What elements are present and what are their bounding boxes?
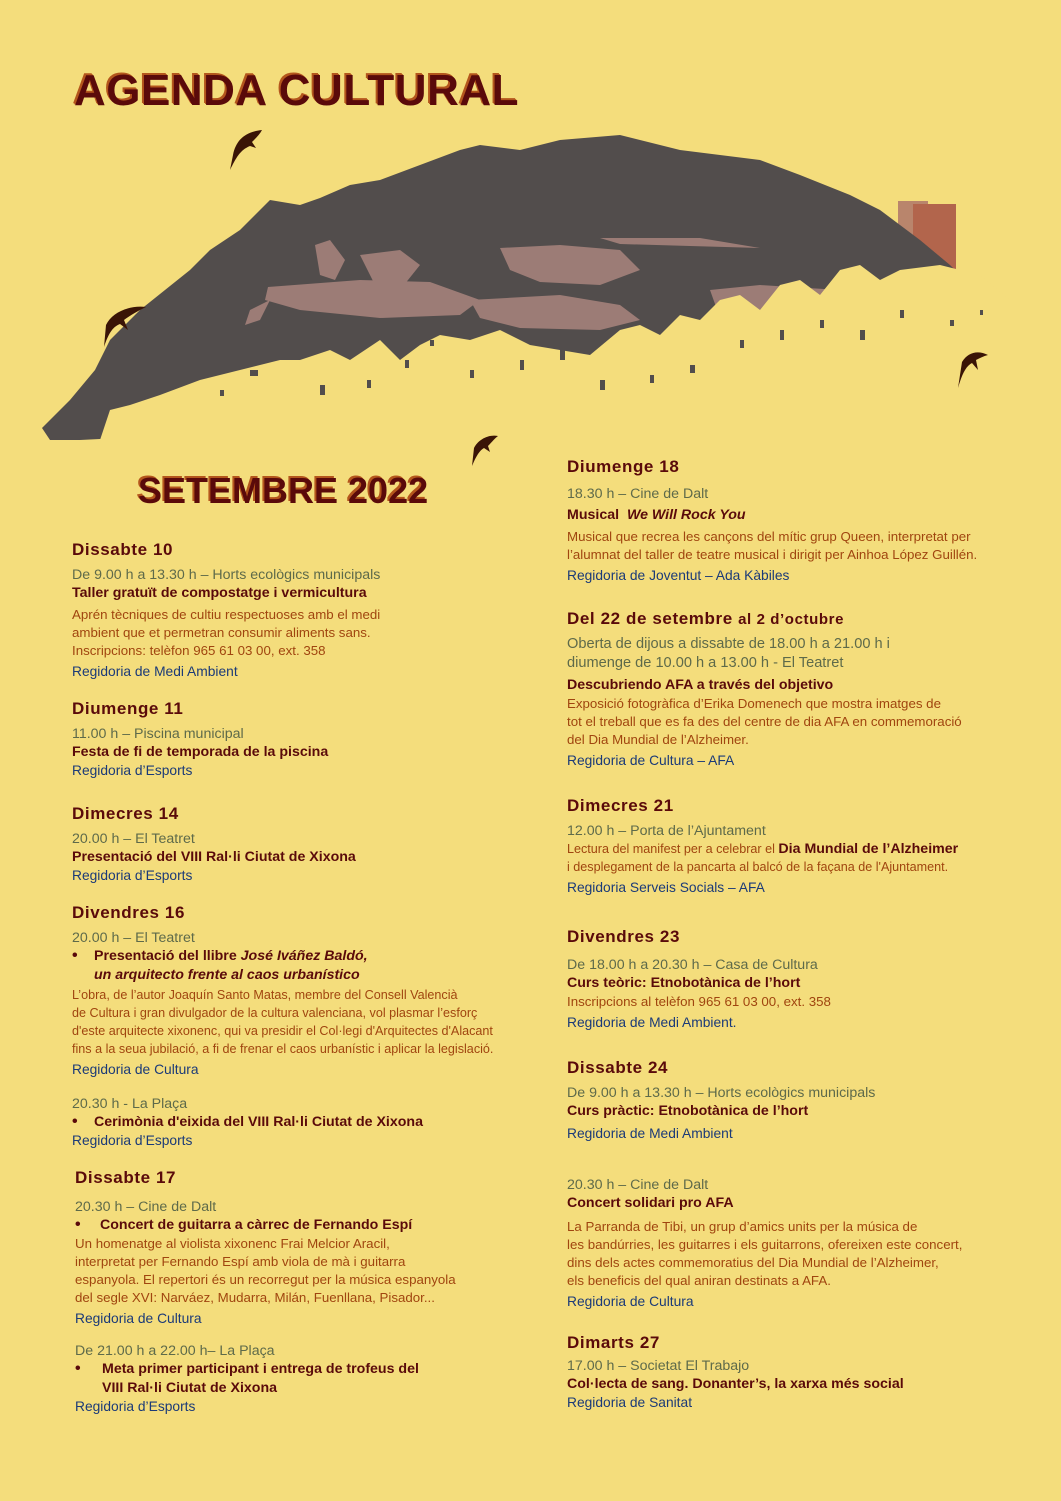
event-time-location: De 9.00 h a 13.30 h – Horts ecològics municipals xyxy=(72,567,381,583)
event-organizer: Regidoria de Joventut – Ada Kàbiles xyxy=(567,568,790,583)
day-heading: Divendres 16 xyxy=(72,903,186,922)
day-heading: Divendres 23 xyxy=(567,927,681,946)
event-time-location: 12.00 h – Porta de l’Ajuntament xyxy=(567,823,766,839)
sub-event xyxy=(567,1176,1037,1311)
event-time-location: 20.00 h – El Teatret xyxy=(72,930,195,946)
day-heading: Dimarts 27 xyxy=(567,1333,660,1352)
event-organizer: Regidoria d’Esports xyxy=(72,1133,193,1148)
day-heading: Diumenge 11 xyxy=(72,699,184,718)
event-title: Presentació del VIII Ral·li Ciutat de Xixona xyxy=(72,849,356,865)
event-description: Inscripcions al telèfon 965 61 03 00, ext. 358 xyxy=(567,994,831,1009)
event-title: Concert de guitarra a càrrec de Fernando Espí xyxy=(100,1217,413,1233)
description-line: L’obra, de l’autor Joaquín Santo Matas, membre del Consell Valencià xyxy=(72,988,458,1002)
event-day-divendres-16 xyxy=(72,903,532,1150)
event-time-location: 11.00 h – Piscina municipal xyxy=(72,726,244,742)
description-line: La Parranda de Tibi, un grup d’amics units per la música de xyxy=(567,1219,918,1234)
event-description xyxy=(567,528,1037,564)
event-organizer: Regidoria Serveis Socials – AFA xyxy=(567,880,765,895)
day-heading: Dissabte 24 xyxy=(567,1058,669,1077)
description-line: del segle XVI: Narváez, Mudarra, Milán, Fuenllana, Pisador... xyxy=(75,1290,435,1305)
event-range-22-sep-2-oct xyxy=(567,609,1037,770)
event-description xyxy=(567,695,1037,749)
event-title: Taller gratuït de compostatge i vermicultura xyxy=(72,585,367,601)
description-line: de Cultura i gran divulgador de la cultura valenciana, vol plasmar l’esforç xyxy=(72,1006,478,1020)
title-line: Meta primer participant i entrega de trofeus del xyxy=(102,1361,419,1377)
day-heading xyxy=(567,609,1037,629)
event-title-row xyxy=(72,947,532,985)
description-line: fins a la seua jubilació, a fi de frenar el caos urbanístic i aplicar la legislació. xyxy=(72,1042,494,1056)
event-title: Concert solidari pro AFA xyxy=(567,1195,734,1211)
event-description xyxy=(75,1235,532,1307)
description-line: d'este arquitecte xixonenc, qui va presidir el Col·legi d'Arquitectes d'Alacant xyxy=(72,1024,493,1038)
event-organizer: Regidoria de Medi Ambient xyxy=(72,664,238,679)
event-time-location: 18.30 h – Cine de Dalt xyxy=(567,486,709,502)
bullet-icon: • xyxy=(72,947,78,964)
book-subtitle: un arquitecto frente al caos urbanístico xyxy=(94,967,360,983)
description-line: i desplegament de la pancarta al balcó de la façana de l'Ajuntament. xyxy=(567,860,949,874)
right-column xyxy=(567,457,1037,1430)
month-title: SETEMBRE 2022 xyxy=(138,470,429,511)
event-day-dimecres-21 xyxy=(567,796,1037,897)
event-title: Cerimònia d'eixida del VIII Ral·li Ciutat de Xixona xyxy=(94,1114,423,1130)
event-title: Descubriendo AFA a través del objetivo xyxy=(567,677,834,693)
schedule-line: Oberta de dijous a dissabte de 18.00 h a 21.00 h i xyxy=(567,636,890,652)
event-time-location xyxy=(567,635,1037,673)
page-title: AGENDA CULTURAL xyxy=(74,66,520,115)
description-line: espanyola. El repertori és un recorregut per la música espanyola xyxy=(75,1272,456,1287)
description-line: l’alumnat del taller de teatre musical i dirigit per Ainhoa López Guillén. xyxy=(567,547,978,562)
description-text: Lectura del manifest per a celebrar el xyxy=(567,842,779,856)
event-title: Col·lecta de sang. Donanter’s, la xarxa més social xyxy=(567,1376,904,1392)
event-title xyxy=(567,506,1037,525)
range-start: Del 22 de setembre xyxy=(567,609,739,628)
event-day-dissabte-10 xyxy=(72,540,532,681)
description-line: ambient que et permetran consumir aliments sans. xyxy=(72,625,371,640)
description-line: Exposició fotogràfica d’Erika Domenech que mostra imatges de xyxy=(567,696,941,711)
book-title: José Iváñez Baldó, xyxy=(240,948,368,964)
description-line: tot el treball que es fa des del centre de dia AFA en commemoració xyxy=(567,714,962,729)
schedule-line: diumenge de 10.00 h a 13.00 h - El Teatret xyxy=(567,655,844,671)
day-heading: Diumenge 18 xyxy=(567,457,680,476)
event-time-location: De 18.00 h a 20.30 h – Casa de Cultura xyxy=(567,957,818,973)
event-description xyxy=(567,840,1037,876)
title-prefix: Presentació del llibre xyxy=(94,948,241,964)
event-day-diumenge-11 xyxy=(72,699,532,780)
event-title xyxy=(102,1360,419,1398)
event-organizer: Regidoria de Medi Ambient xyxy=(567,1126,733,1141)
event-organizer: Regidoria d’Esports xyxy=(75,1399,196,1414)
event-day-dimarts-27 xyxy=(567,1333,1037,1412)
day-heading: Dimecres 14 xyxy=(72,804,179,823)
description-line: interpretat per Fernando Espí amb viola de mà i guitarra xyxy=(75,1254,406,1269)
event-description xyxy=(72,986,532,1058)
title-prefix: Musical xyxy=(567,507,627,523)
event-title: Curs teòric: Etnobotànica de l’hort xyxy=(567,975,801,991)
event-time-location: De 21.00 h a 22.00 h– La Plaça xyxy=(75,1343,275,1359)
show-title: We Will Rock You xyxy=(626,507,746,523)
event-title: Festa de fi de temporada de la piscina xyxy=(72,744,329,760)
bird-icon xyxy=(230,130,262,170)
description-line: del Dia Mundial de l’Alzheimer. xyxy=(567,732,749,747)
event-title-row xyxy=(75,1360,532,1398)
description-line: dins dels actes commemoratius del Dia Mundial de l’Alzheimer, xyxy=(567,1255,939,1270)
event-organizer: Regidoria de Cultura xyxy=(75,1311,202,1326)
event-description xyxy=(72,606,532,660)
event-day-diumenge-18 xyxy=(567,457,1037,585)
description-line: Inscripcions: telèfon 965 61 03 00, ext. 358 xyxy=(72,643,326,658)
event-day-dissabte-24 xyxy=(567,1058,1037,1311)
description-line: Aprén tècniques de cultiu respectuoses amb el medi xyxy=(72,607,381,622)
event-organizer: Regidoria de Sanitat xyxy=(567,1395,693,1410)
day-heading: Dimecres 21 xyxy=(567,796,674,815)
event-time-location: 20.30 h - La Plaça xyxy=(72,1096,188,1112)
event-organizer: Regidoria d’Esports xyxy=(72,868,193,883)
event-organizer: Regidoria d’Esports xyxy=(72,763,193,778)
description-line: Musical que recrea les cançons del mític grup Queen, interpretat per xyxy=(567,529,971,544)
event-title: Curs pràctic: Etnobotànica de l’hort xyxy=(567,1103,809,1119)
bullet-icon: • xyxy=(75,1360,81,1377)
event-description xyxy=(567,1218,1037,1290)
left-column xyxy=(72,540,532,1434)
description-line: Un homenatge al violista xixonenc Frai Melcior Aracil, xyxy=(75,1236,390,1251)
bullet-icon: • xyxy=(72,1113,78,1130)
sub-event xyxy=(72,1095,532,1150)
event-organizer: Regidoria de Cultura xyxy=(72,1062,199,1077)
range-end: al 2 d’octubre xyxy=(738,611,845,628)
event-day-dissabte-17 xyxy=(75,1168,532,1416)
description-line xyxy=(567,840,1037,858)
event-time-location: 20.30 h – Cine de Dalt xyxy=(75,1199,217,1215)
castle-mountain-illustration xyxy=(0,120,1061,470)
event-day-divendres-23 xyxy=(567,927,1037,1032)
event-time-location: 17.00 h – Societat El Trabajo xyxy=(567,1358,750,1374)
description-line: les bandúrries, les guitarres i els guitarrons, ofereixen este concert, xyxy=(567,1237,963,1252)
day-heading: Dissabte 17 xyxy=(75,1168,177,1187)
event-time-location: 20.30 h – Cine de Dalt xyxy=(567,1177,709,1193)
title-line: VIII Ral·li Ciutat de Xixona xyxy=(102,1380,278,1396)
event-title xyxy=(94,947,368,985)
highlight-text: Dia Mundial de l’Alzheimer xyxy=(778,841,959,857)
sub-event xyxy=(75,1342,532,1416)
event-organizer: Regidoria de Cultura – AFA xyxy=(567,753,735,768)
event-time-location: De 9.00 h a 13.30 h – Horts ecològics municipals xyxy=(567,1085,876,1101)
event-title-row xyxy=(72,1113,532,1132)
day-heading: Dissabte 10 xyxy=(72,540,174,559)
description-line: els beneficis del qual aniran destinats a AFA. xyxy=(567,1273,831,1288)
event-title-row xyxy=(75,1216,532,1235)
bullet-icon: • xyxy=(75,1216,81,1233)
event-organizer: Regidoria de Cultura xyxy=(567,1294,694,1309)
event-time-location: 20.00 h – El Teatret xyxy=(72,831,195,847)
event-day-dimecres-14 xyxy=(72,804,532,885)
event-organizer: Regidoria de Medi Ambient. xyxy=(567,1015,737,1030)
